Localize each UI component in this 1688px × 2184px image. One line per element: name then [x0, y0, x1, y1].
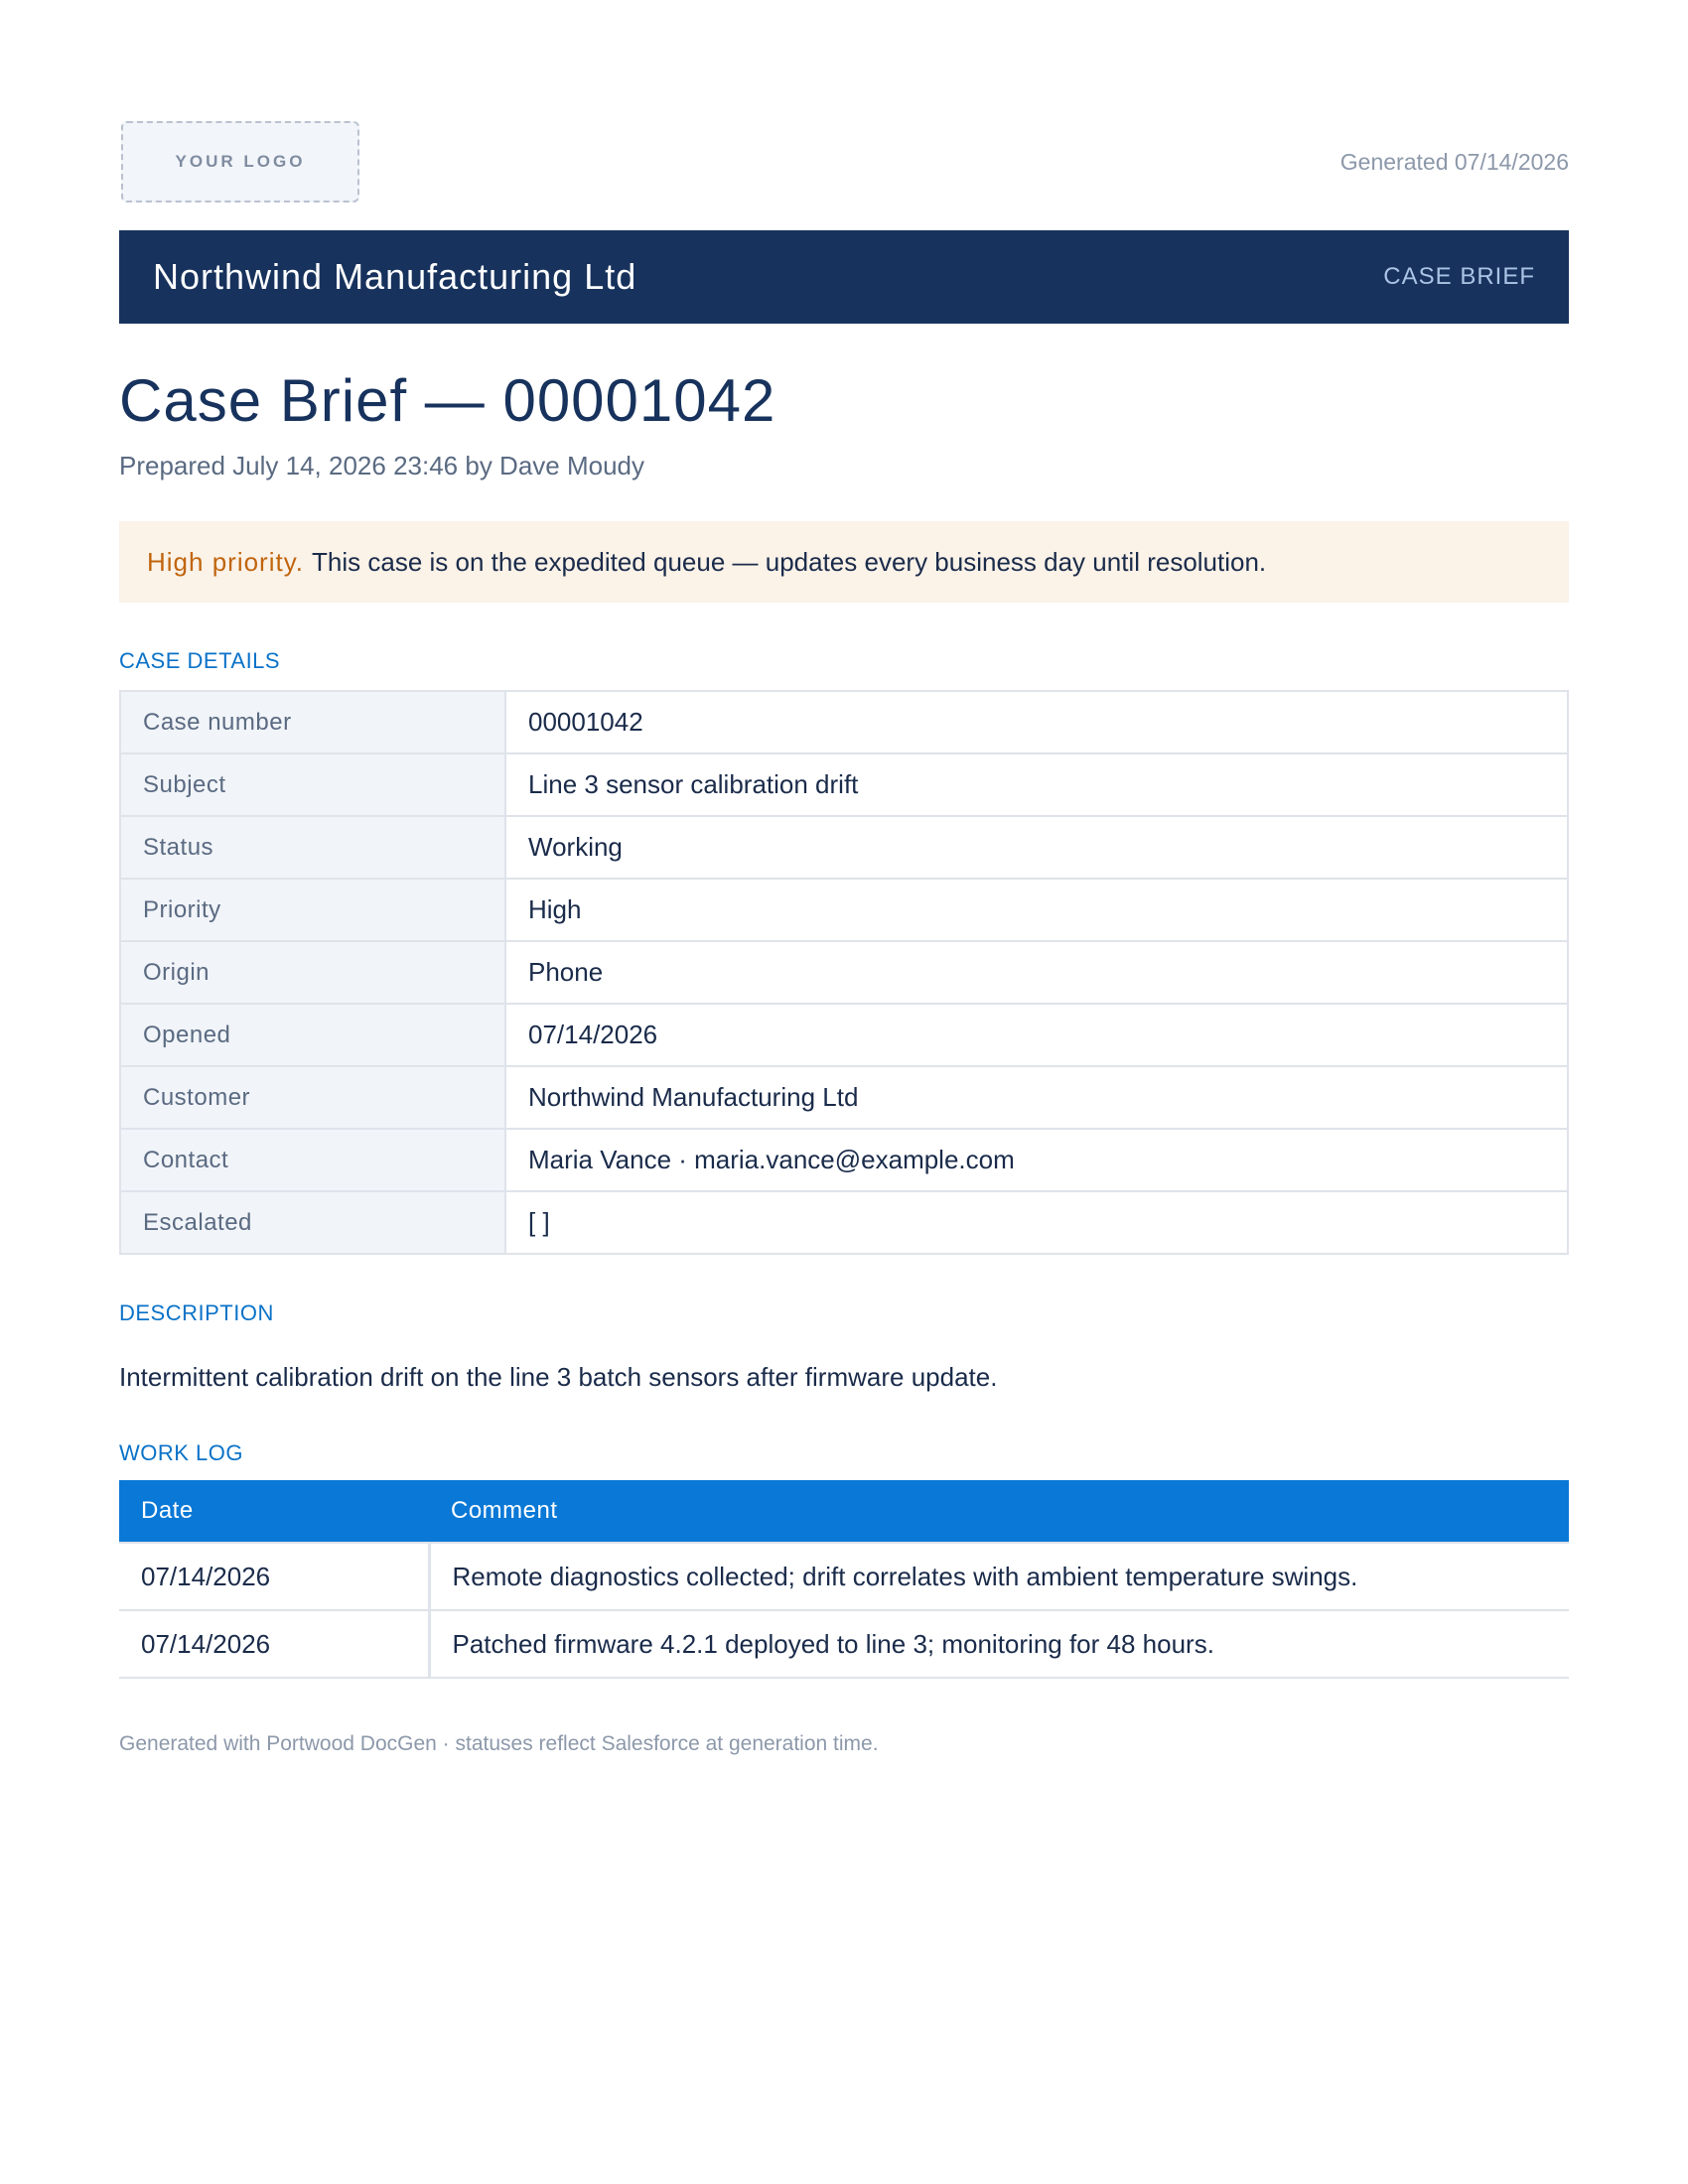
detail-value: Working	[505, 816, 1568, 879]
detail-value: 00001042	[505, 691, 1568, 753]
detail-key: Subject	[120, 753, 505, 816]
table-row	[120, 1066, 1568, 1129]
detail-value: Phone	[505, 941, 1568, 1004]
case-details-table	[119, 690, 1569, 1255]
case-details-heading: CASE DETAILS	[119, 648, 281, 673]
table-row	[120, 1004, 1568, 1066]
detail-value: 07/14/2026	[505, 1004, 1568, 1066]
table-header-row	[119, 1480, 1569, 1543]
company-name: Northwind Manufacturing Ltd	[153, 256, 637, 297]
prepared-line: Prepared July 14, 2026 23:46 by Dave Moudy	[119, 451, 645, 480]
detail-value: Line 3 sensor calibration drift	[505, 753, 1568, 816]
table-row	[120, 753, 1568, 816]
detail-key: Contact	[120, 1129, 505, 1191]
escalated-checkbox: [ ]	[505, 1191, 1568, 1254]
log-date: 07/14/2026	[119, 1610, 429, 1678]
column-header-comment: Comment	[429, 1480, 1569, 1543]
work-log-heading: WORK LOG	[119, 1440, 244, 1465]
work-log-table	[119, 1480, 1569, 1679]
column-header-date: Date	[119, 1480, 429, 1543]
page-title: Case Brief — 00001042	[119, 367, 776, 434]
detail-value: High	[505, 879, 1568, 941]
table-row	[120, 941, 1568, 1004]
case-brief-page	[119, 0, 1569, 1756]
detail-key: Case number	[120, 691, 505, 753]
table-row	[120, 816, 1568, 879]
footer-note: Generated with Portwood DocGen · statuses reflect Salesforce at generation time.	[119, 1732, 879, 1755]
table-row	[120, 1129, 1568, 1191]
generated-date: Generated 07/14/2026	[1339, 149, 1569, 175]
table-row	[119, 1610, 1569, 1678]
company-banner	[119, 230, 1569, 324]
table-row	[120, 691, 1568, 753]
description-heading: DESCRIPTION	[119, 1300, 274, 1325]
callout-text: This case is on the expedited queue — updates every business day until resolution.	[312, 546, 1267, 577]
detail-key: Customer	[120, 1066, 505, 1129]
detail-value: Maria Vance · maria.vance@example.com	[505, 1129, 1568, 1191]
table-row	[119, 1543, 1569, 1610]
detail-key: Origin	[120, 941, 505, 1004]
description-text: Intermittent calibration drift on the line 3 batch sensors after firmware update.	[119, 1362, 998, 1392]
callout-lead: High priority.	[147, 546, 305, 577]
table-row	[120, 1191, 1568, 1254]
log-date: 07/14/2026	[119, 1543, 429, 1610]
document-type-tag: CASE BRIEF	[1383, 263, 1535, 290]
priority-callout	[119, 521, 1569, 603]
detail-value: Northwind Manufacturing Ltd	[505, 1066, 1568, 1129]
header-row	[119, 0, 1569, 230]
logo-placeholder: YOUR LOGO	[121, 121, 359, 203]
log-comment: Remote diagnostics collected; drift correlates with ambient temperature swings.	[429, 1543, 1569, 1610]
detail-key: Escalated	[120, 1191, 505, 1254]
detail-key: Opened	[120, 1004, 505, 1066]
detail-key: Status	[120, 816, 505, 879]
detail-key: Priority	[120, 879, 505, 941]
log-comment: Patched firmware 4.2.1 deployed to line 3; monitoring for 48 hours.	[429, 1610, 1569, 1678]
table-row	[120, 879, 1568, 941]
